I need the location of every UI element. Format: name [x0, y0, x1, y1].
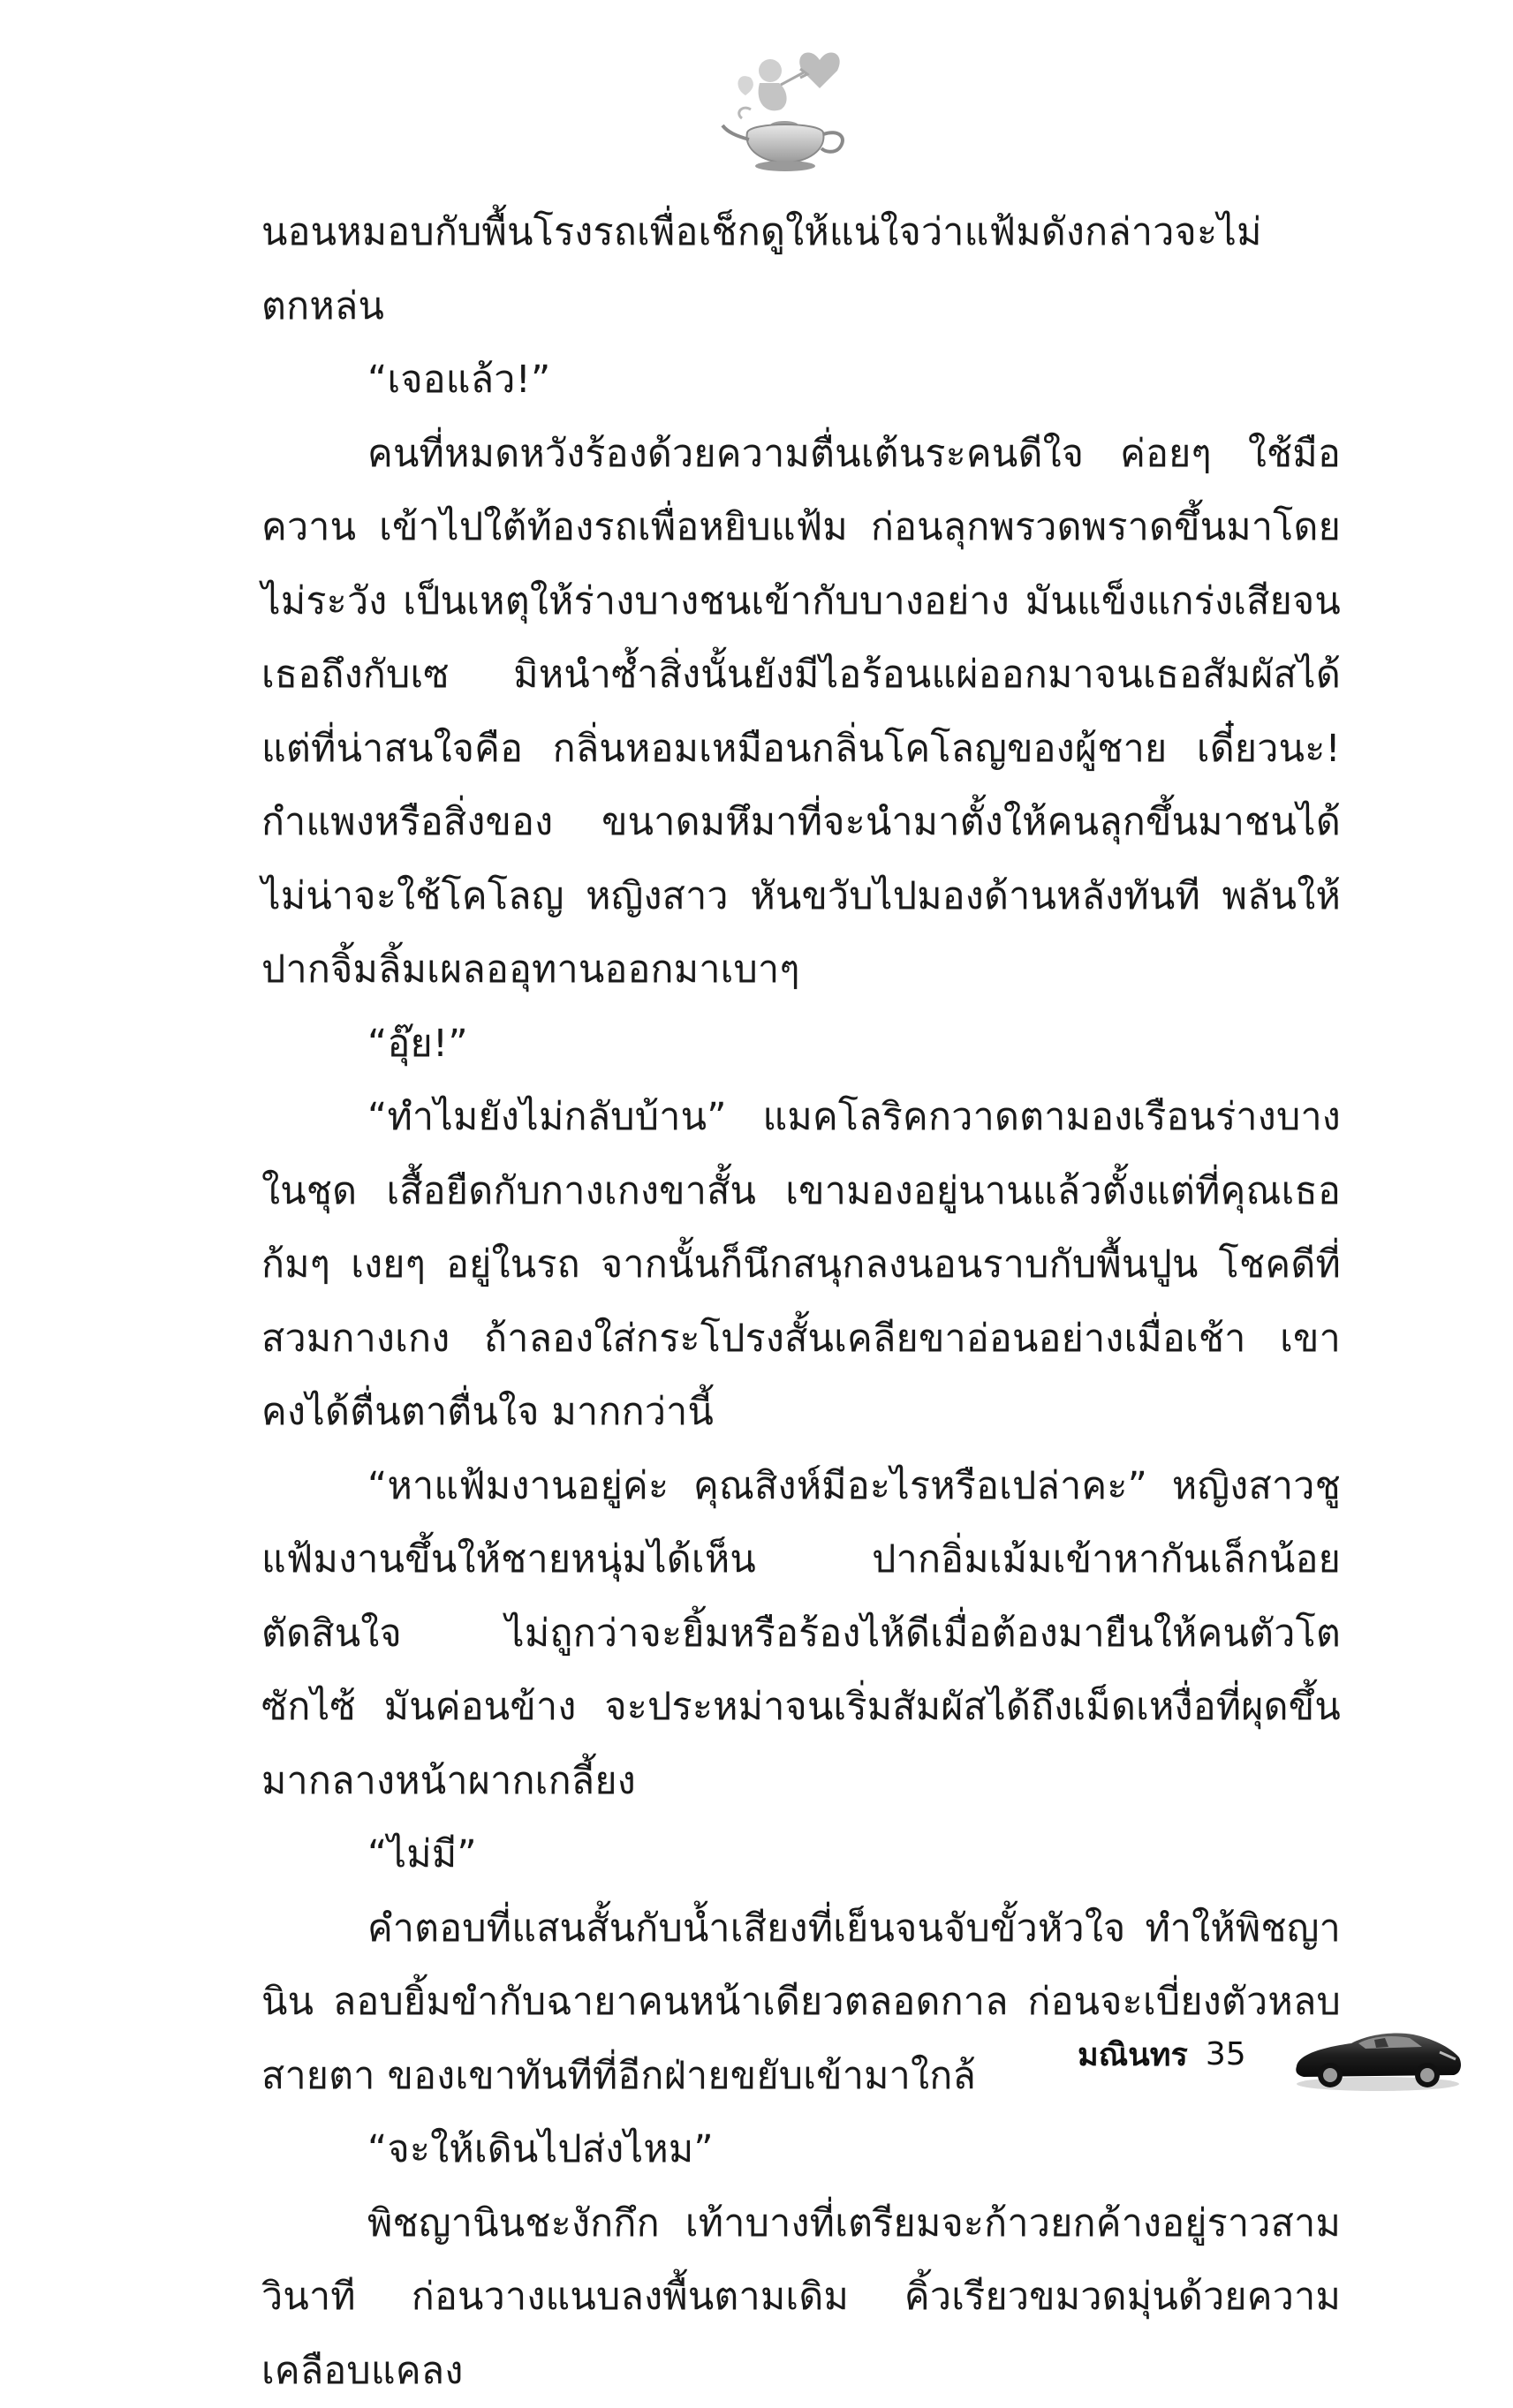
paragraph: คำตอบที่แสนสั้นกับน้ำเสียงที่เย็นจนจับขั้วหัวใจ ทำให้พิชญานิน ลอบยิ้มขำกับฉายาคนหน้าเดียวตลอดกาล ก่อนจะเบี่ยงตัวหลบสายตา ของเขาทันทีที่อีกฝ่ายขยับเข้ามาใกล้: [261, 1892, 1341, 2114]
paragraph: “จะให้เดินไปส่งไหม”: [261, 2113, 1341, 2187]
paragraph: “ไม่มี”: [261, 1818, 1341, 1892]
author-name: มณินทร: [1078, 2029, 1188, 2080]
paragraph: นอนหมอบกับพื้นโรงรถเพื่อเช็กดูให้แน่ใจว่าแฟ้มดังกล่าวจะไม่ตกหล่น: [261, 196, 1341, 343]
paragraph: “อุ๊ย!”: [261, 1008, 1341, 1082]
paragraph: คนที่หมดหวังร้องด้วยความตื่นเต้นระคนดีใจ ค่อยๆ ใช้มือควาน เข้าไปใต้ท้องรถเพื่อหยิบแฟ้ม ก่อนลุกพรวดพราดขึ้นมาโดยไม่ระวัง เป็นเหตุให้ร่างบางชนเข้ากับบางอย่าง มันแข็งแกร่งเสียจนเธอถึงกับเซ มิหนำซ้ำสิ่งนั้นยังมีไอร้อนแผ่ออกมาจนเธอสัมผัสได้ แต่ที่น่าสนใจคือ กลิ่นหอมเหมือนกลิ่นโคโลญของผู้ชาย เดี๋ยวนะ! กำแพงหรือสิ่งของ ขนาดมหึมาที่จะนำมาตั้งให้คนลุกขึ้นมาชนได้ไม่น่าจะใช้โคโลญ หญิงสาว หันขวับไปมองด้านหลังทันที พลันให้ปากจิ้มลิ้มเผลออุทานออกมาเบาๆ: [261, 418, 1341, 1008]
page-number: 35: [1206, 2036, 1246, 2072]
paragraph: “ทำไมยังไม่กลับบ้าน” แมคโลริคกวาดตามองเรือนร่างบางในชุด เสื้อยืดกับกางเกงขาสั้น เขามองอยู่นานแล้วตั้งแต่ที่คุณเธอก้มๆ เงยๆ อยู่ในรถ จากนั้นก็นึกสนุกลงนอนราบกับพื้นปูน โชคดีที่สวมกางเกง ถ้าลองใส่กระโปรงสั้นเคลียขาอ่อนอย่างเมื่อเช้า เขาคงได้ตื่นตาตื่นใจ มากกว่านี้: [261, 1081, 1341, 1450]
cupid-teapot-icon: [715, 34, 866, 184]
paragraph: “เจอแล้ว!”: [261, 343, 1341, 418]
page-footer: [1078, 2020, 1246, 2087]
paragraph: “หาแฟ้มงานอยู่ค่ะ คุณสิงห์มีอะไรหรือเปล่าคะ” หญิงสาวชู แฟ้มงานขึ้นให้ชายหนุ่มได้เห็น ปากอิ่มเม้มเข้าหากันเล็กน้อย ตัดสินใจ ไม่ถูกว่าจะยิ้มหรือร้องไห้ดีเมื่อต้องมายืนให้คนตัวโตซักไซ้ มันค่อนข้าง จะประหม่าจนเริ่มสัมผัสได้ถึงเม็ดเหงื่อที่ผุดขึ้นมากลางหน้าผากเกลี้ยง: [261, 1450, 1341, 1819]
sports-car-icon: [1290, 2008, 1466, 2096]
paragraph: พิชญานินชะงักกึก เท้าบางที่เตรียมจะก้าวยกค้างอยู่ราวสามวินาที ก่อนวางแนบลงพื้นตามเดิม คิ้วเรียวขมวดมุ่นด้วยความเคลือบแคลง: [261, 2187, 1341, 2408]
